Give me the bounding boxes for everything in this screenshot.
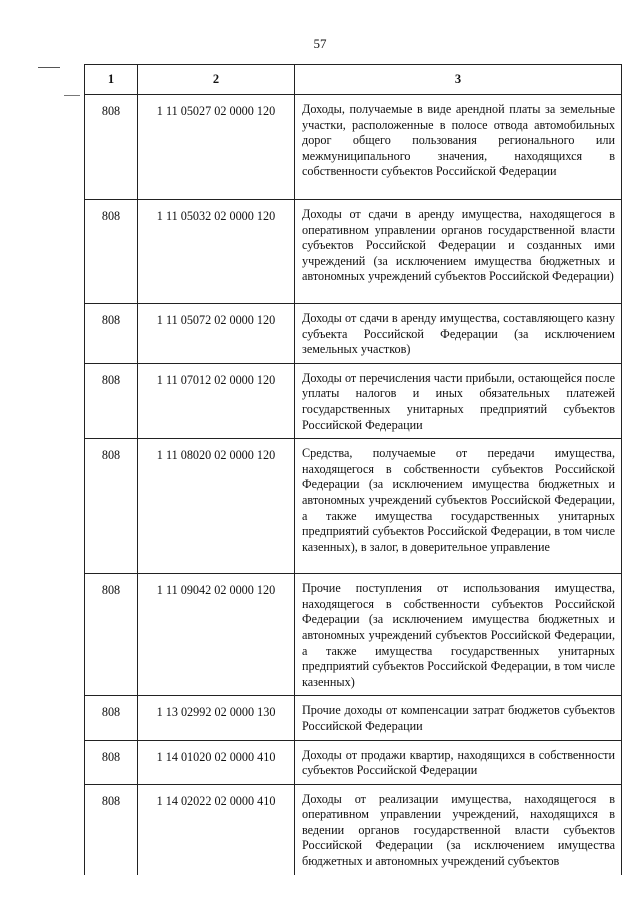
admin-code-cell: 808 bbox=[85, 740, 138, 784]
admin-code-cell: 808 bbox=[85, 200, 138, 304]
table-row bbox=[85, 95, 622, 200]
page-number: 57 bbox=[313, 36, 327, 51]
description-cell: Доходы от перечисления части прибыли, остающейся после уплаты налогов и иных обязательных платежей государственных унитарных предприятий субъектов Российской Федерации bbox=[295, 363, 622, 438]
description-cell: Доходы от сдачи в аренду имущества, составляющего казну субъекта Российской Федерации (за исключением земельных участков) bbox=[295, 304, 622, 364]
description-cell: Доходы от сдачи в аренду имущества, находящегося в оперативном управлении органов государственной власти субъектов Российской Федерации и созданных ими учреждений (за исключением имущества бюджетных и автономных учреждений субъектов Российской Федерации) bbox=[295, 200, 622, 304]
admin-code-cell: 808 bbox=[85, 574, 138, 696]
budget-code-cell: 1 11 05027 02 0000 120 bbox=[138, 95, 295, 200]
description-cell: Средства, получаемые от передачи имущества, находящегося в собственности субъектов Российской Федерации (за исключением имущества бюджетных и автономных учреждений субъектов Российской Федерации, а также имущества государственных унитарных предприятий субъектов Российской Федерации, в том числе казенных), в залог, в доверительное управление bbox=[295, 439, 622, 574]
budget-code-cell: 1 14 02022 02 0000 410 bbox=[138, 784, 295, 874]
description-cell: Доходы от продажи квартир, находящихся в собственности субъектов Российской Федерации bbox=[295, 740, 622, 784]
admin-code-cell: 808 bbox=[85, 784, 138, 874]
table-row bbox=[85, 363, 622, 438]
admin-code-cell: 808 bbox=[85, 95, 138, 200]
budget-code-cell: 1 14 01020 02 0000 410 bbox=[138, 740, 295, 784]
table-row bbox=[85, 696, 622, 740]
admin-code-cell: 808 bbox=[85, 304, 138, 364]
table-row bbox=[85, 784, 622, 874]
budget-code-cell: 1 11 05072 02 0000 120 bbox=[138, 304, 295, 364]
admin-code-cell: 808 bbox=[85, 363, 138, 438]
margin-mark bbox=[64, 95, 80, 96]
revenue-codes-table bbox=[84, 64, 622, 875]
column-header: 2 bbox=[138, 65, 295, 95]
description-cell: Прочие поступления от использования имущества, находящегося в собственности субъектов Российской Федерации (за исключением имущества бюджетных и автономных учреждений субъектов Российской Федерации, а также имущества государственных унитарных предприятий субъектов Российской Федерации, в том числе казенных) bbox=[295, 574, 622, 696]
table-header-row bbox=[85, 65, 622, 95]
description-cell: Доходы, получаемые в виде арендной платы за земельные участки, расположенные в полосе отвода автомобильных дорог общего пользования регионального или межмуниципального значения, находящихся в собственности субъектов Российской Федерации bbox=[295, 95, 622, 200]
admin-code-cell: 808 bbox=[85, 439, 138, 574]
description-cell: Доходы от реализации имущества, находящегося в оперативном управлении учреждений, находящихся в ведении органов государственной власти субъектов Российской Федерации (за исключением имущества бюджетных и автономных учреждений субъектов bbox=[295, 784, 622, 874]
budget-code-cell: 1 11 05032 02 0000 120 bbox=[138, 200, 295, 304]
description-cell: Прочие доходы от компенсации затрат бюджетов субъектов Российской Федерации bbox=[295, 696, 622, 740]
table-row bbox=[85, 439, 622, 574]
table-row bbox=[85, 304, 622, 364]
admin-code-cell: 808 bbox=[85, 696, 138, 740]
budget-code-cell: 1 11 08020 02 0000 120 bbox=[138, 439, 295, 574]
column-header: 1 bbox=[85, 65, 138, 95]
budget-code-cell: 1 13 02992 02 0000 130 bbox=[138, 696, 295, 740]
column-header: 3 bbox=[295, 65, 622, 95]
budget-code-cell: 1 11 09042 02 0000 120 bbox=[138, 574, 295, 696]
margin-mark bbox=[38, 67, 60, 68]
table-row bbox=[85, 740, 622, 784]
budget-code-cell: 1 11 07012 02 0000 120 bbox=[138, 363, 295, 438]
table-row bbox=[85, 574, 622, 696]
table-row bbox=[85, 200, 622, 304]
